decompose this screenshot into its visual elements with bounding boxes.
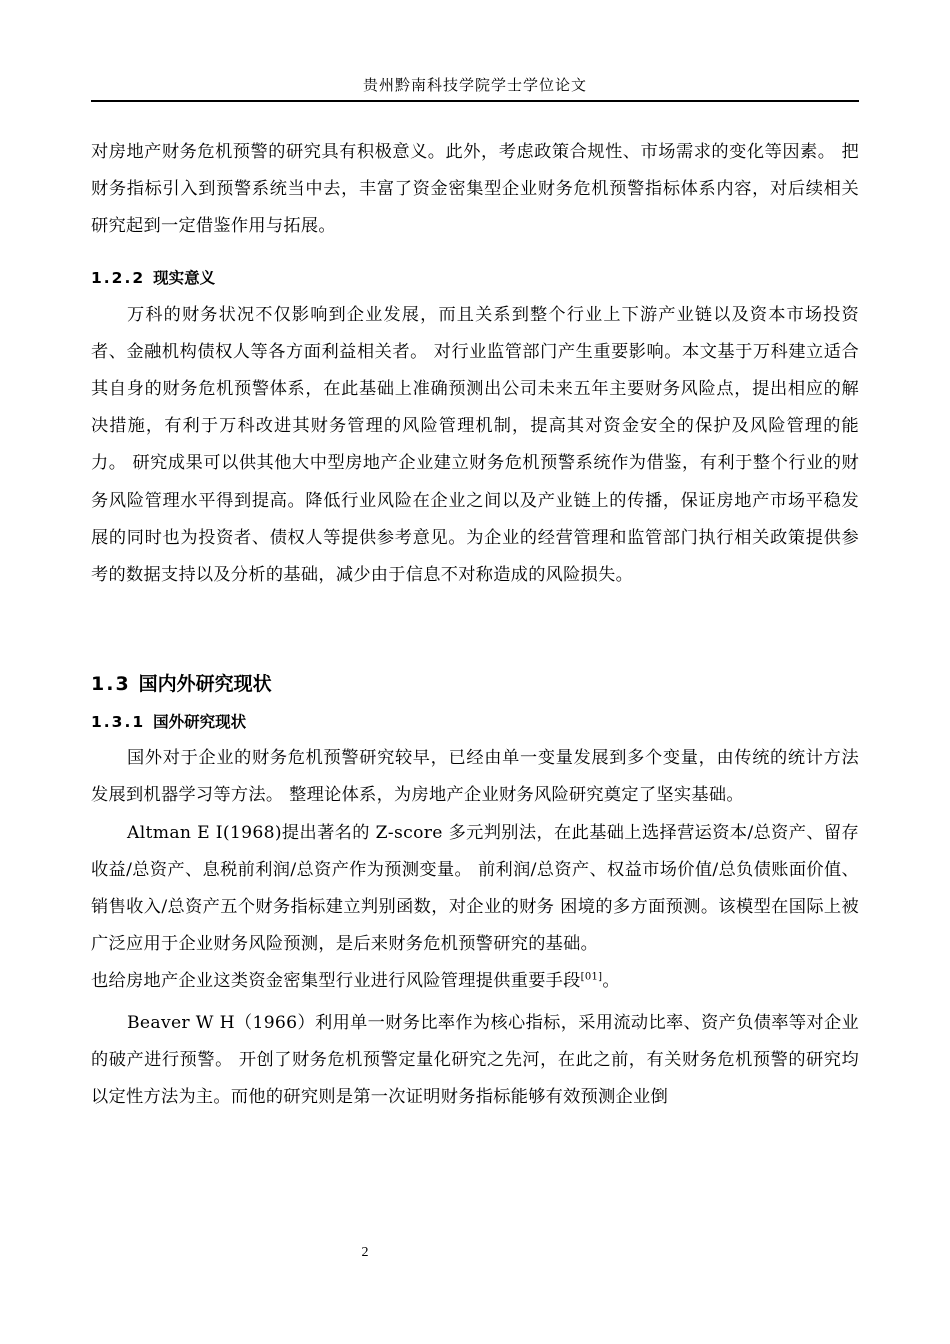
heading-1-3 (91, 670, 859, 698)
page-body (91, 134, 859, 1116)
citation-text: 也给房地产企业这类资金密集型行业进行风险管理提供重要手段 (91, 971, 581, 992)
heading-number: 1.3.1 (91, 713, 146, 732)
paragraph-altman: Altman E I(1968)提出著名的 Z-score 多元判别法，在此基础上选择营运资本/总资产、留存收益/总资产、息税前利润/总资产作为预测变量。 前利润/总资产、权益市场价值/总负债账面价值、销售收入/总资产五个财务指标建立判别函数，对企业的财务 困境的多方面预测。该模型在国际上被广泛应用于企业财务风险预测，是后来财务危机预警研究的基础。 (91, 822, 859, 955)
heading-title: 国外研究现状 (153, 713, 247, 732)
heading-title: 国内外研究现状 (138, 673, 272, 696)
paragraph-significance-end: 对房地产财务危机预警的研究具有积极意义。此外，考虑政策合规性、市场需求的变化等因素。 把财务指标引入到预警系统当中去，丰富了资金密集型企业财务危机预警指标体系内容，对后续相关研究起到一定借鉴作用与拓展。 (91, 142, 859, 237)
page-header: 贵州黔南科技学院学士学位论文 (362, 76, 587, 94)
header-rule (91, 100, 859, 102)
paragraph-practical-significance: 万科的财务状况不仅影响到企业发展，而且关系到整个行业上下游产业链以及资本市场投资者、金融机构债权人等各方面利益相关者。 对行业监管部门产生重要影响。本文基于万科建立适合其自身的财务危机预警体系，在此基础上准确预测出公司未来五年主要财务风险点，提出相应的解决措施，有利于万科改进其财务管理的风险管理机制，提高其对资金安全的保护及风险管理的能力。 研究成果可以供其他大中型房地产企业建立财务危机预警系统作为借鉴，有利于整个行业的财务风险管理水平得到提高。降低行业风险在企业之间以及产业链上的传播，保证房地产市场平稳发展的同时也为投资者、债权人等提供参考意见。为企业的经营管理和监管部门执行相关政策提供参考的数据支持以及分析的基础，减少由于信息不对称造成的风险损失。 (91, 304, 859, 586)
heading-number: 1.3 (91, 673, 131, 696)
citation-ref: [01] (580, 971, 603, 983)
paragraph-foreign-overview: 国外对于企业的财务危机预警研究较早，已经由单一变量发展到多个变量，由传统的统计方法发展到机器学习等方法。 整理论体系，为房地产企业财务风险研究奠定了坚实基础。 (91, 748, 859, 806)
paragraph-altman-cont (91, 963, 859, 1000)
page-number: 2 (361, 1245, 369, 1260)
heading-title: 现实意义 (153, 268, 216, 287)
heading-1-2-2 (91, 266, 859, 290)
citation-tail: 。 (602, 971, 620, 992)
heading-1-3-1 (91, 710, 859, 734)
heading-number: 1.2.2 (91, 268, 146, 287)
paragraph-beaver: Beaver W H（1966）利用单一财务比率作为核心指标，采用流动比率、资产负债率等对企业的破产进行预警。 开创了财务危机预警定量化研究之先河，在此之前，有关财务危机预警的研究均以定性方法为主。而他的研究则是第一次证明财务指标能够有效预测企业倒 (91, 1012, 859, 1108)
